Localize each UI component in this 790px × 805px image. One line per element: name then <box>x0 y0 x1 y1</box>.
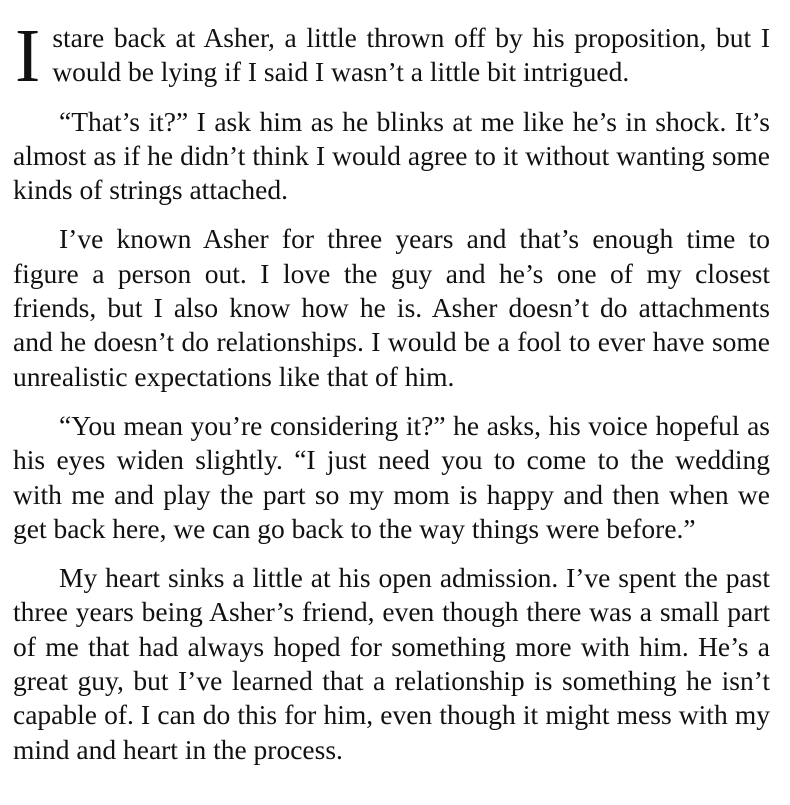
paragraph-1 <box>13 14 770 98</box>
paragraph-4: “You mean you’re considering it?” he asks, his voice hopeful as his eyes widen slightly. “I just need you to come to the wedding with me and play the part so my mom is happy and then when we get back here, we can go back to the way things were before.” <box>13 409 770 544</box>
paragraph-1-text: stare back at Asher, a little thrown off by his proposition, but I would be lying if I said I wasn’t a little bit intrigued. <box>52 22 770 88</box>
drop-cap: I <box>15 14 41 98</box>
paragraph-5: My heart sinks a little at his open admission. I’ve spent the past three years being Asher’s friend, even though there was a small part of me that had always hoped for something more with him. He’s a great guy, but I’ve learned that a relationship is something he isn’t capable of. I can do this for him, even though it might mess with my mind and heart in the process. <box>13 562 770 765</box>
paragraph-2: “That’s it?” I ask him as he blinks at me like he’s in shock. It’s almost as if he didn’t think I would agree to it without wanting some kinds of strings attached. <box>13 105 770 206</box>
paragraph-3: I’ve known Asher for three years and that’s enough time to figure a person out. I love the guy and he’s one of my closest friends, but I also know how he is. Asher doesn’t do attachments and he doesn’t do relationships. I would be a fool to ever have some unrealistic expectations like that of him. <box>13 223 770 392</box>
